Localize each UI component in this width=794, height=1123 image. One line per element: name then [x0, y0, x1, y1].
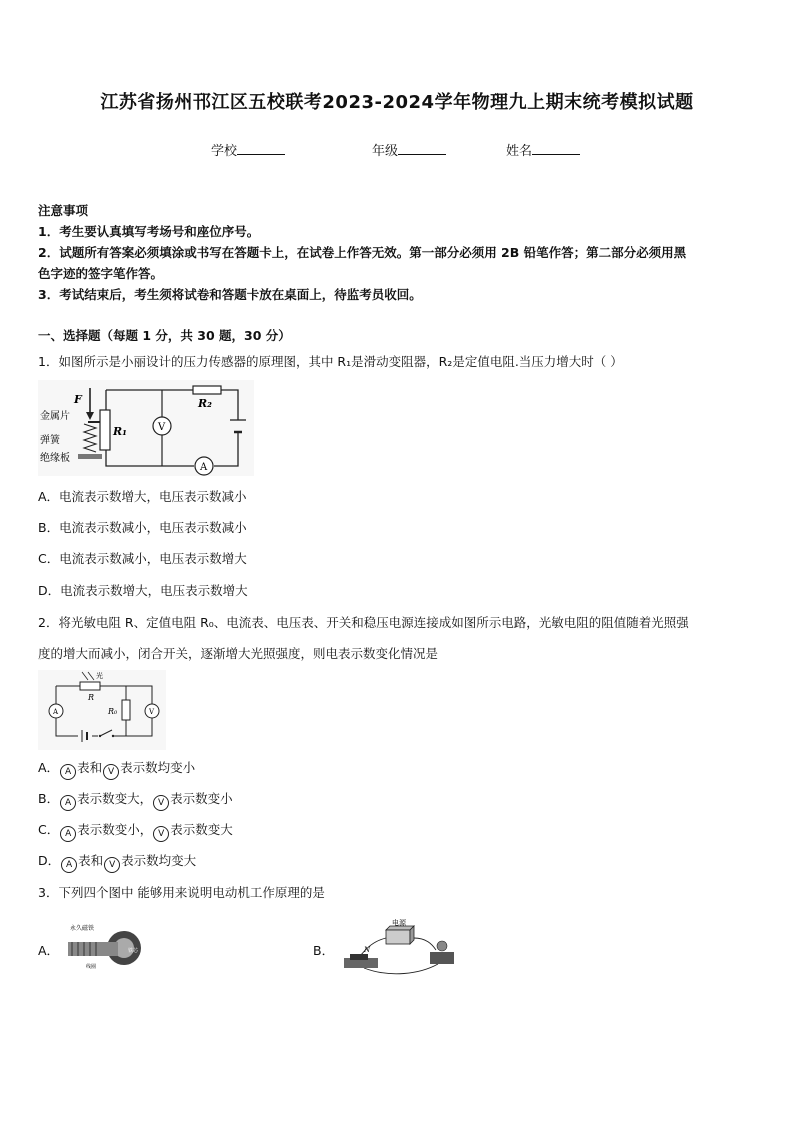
- q3-figure-a: [66, 920, 142, 972]
- option-letter: D．: [38, 853, 61, 868]
- page-title: 江苏省扬州邗江区五校联考2023-2024学年物理九上期末统考模拟试题: [100, 92, 694, 113]
- q2-stem-line1: 2．将光敏电阻 R、定值电阻 R₀、电流表、电压表、开关和稳压电源连接成如图所示电路，光敏电阻的阻值随着光照强: [38, 615, 689, 630]
- q2-option-b[interactable]: [38, 789, 233, 811]
- option-text: 表示数变大: [170, 822, 233, 837]
- q1-circuit-figure: [38, 380, 254, 476]
- voltmeter-symbol-icon: V: [153, 826, 169, 842]
- school-label: 学校: [211, 144, 238, 159]
- grade-blank: [398, 142, 446, 155]
- grade-label: 年级: [372, 144, 399, 159]
- q2-option-c[interactable]: [38, 820, 233, 842]
- voltmeter-label: V: [158, 422, 166, 433]
- name-blank: [532, 142, 580, 155]
- option-text: 表和: [78, 853, 104, 868]
- q2-circuit-figure: [38, 670, 166, 750]
- section-heading: 一、选择题（每题 1 分，共 30 题，30 分）: [38, 328, 291, 343]
- notice-item: 1．考生要认真填写考场号和座位序号。: [38, 224, 260, 239]
- light-label: 光: [96, 672, 103, 680]
- option-letter: A．: [38, 760, 60, 775]
- grade-field: [372, 140, 446, 159]
- notice-item: 3．考试结束后，考生须将试卷和答题卡放在桌面上，待监考员收回。: [38, 287, 422, 302]
- metal-plate-label: 金属片: [40, 411, 70, 422]
- q3-option-b[interactable]: B．: [313, 943, 335, 958]
- name-field: [506, 140, 580, 159]
- r-label: R: [88, 693, 95, 702]
- option-text: 表示数变小，: [77, 822, 153, 837]
- spring-label: 弹簧: [40, 435, 60, 446]
- voltmeter-symbol-icon: V: [153, 795, 169, 811]
- voltmeter-symbol-icon: V: [103, 764, 119, 780]
- q3-figure-b: [340, 916, 468, 978]
- core-label: 铁芯: [128, 948, 139, 954]
- option-text: 表示数均变大: [121, 853, 197, 868]
- ammeter-symbol-icon: A: [60, 764, 76, 780]
- ammeter-label: A: [53, 708, 59, 716]
- force-label: F: [74, 393, 82, 406]
- name-label: 姓名: [506, 144, 533, 159]
- r2-label: R₂: [198, 397, 212, 410]
- notice-heading: 注意事项: [38, 203, 89, 218]
- r0-label: R₀: [108, 707, 118, 716]
- magnet-label: 永久磁铁: [70, 925, 95, 932]
- voltmeter-symbol-icon: V: [104, 857, 120, 873]
- option-letter: C．: [38, 822, 60, 837]
- insulator-label: 绝缘板: [40, 453, 70, 464]
- r1-label: R₁: [113, 425, 127, 438]
- option-text: 表和: [77, 760, 103, 775]
- q2-option-a[interactable]: [38, 758, 195, 780]
- power-box-label: 电源: [392, 919, 406, 927]
- notice-item: 色字迹的签字笔作答。: [38, 266, 164, 281]
- coil-label: 线圈: [86, 964, 97, 970]
- ammeter-symbol-icon: A: [60, 826, 76, 842]
- option-letter: B．: [38, 791, 60, 806]
- option-text: 表示数变大，: [77, 791, 153, 806]
- school-field: [211, 140, 285, 159]
- option-text: 表示数变小: [170, 791, 233, 806]
- ammeter-symbol-icon: A: [60, 795, 76, 811]
- notice-item: 2．试题所有答案必须填涂或书写在答题卡上，在试卷上作答无效。第一部分必须用 2B 铅笔作答；第二部分必须用黑: [38, 245, 687, 260]
- q1-option-a[interactable]: A．电流表示数增大，电压表示数减小: [38, 489, 247, 504]
- q3-option-a[interactable]: A．: [38, 943, 60, 958]
- ammeter-symbol-icon: A: [61, 857, 77, 873]
- q2-stem-line2: 度的增大而减小，闭合开关，逐渐增大光照强度，则电表示数变化情况是: [38, 646, 439, 661]
- q3-stem: 3．下列四个图中 能够用来说明电动机工作原理的是: [38, 885, 325, 900]
- q1-option-c[interactable]: C．电流表示数减小，电压表示数增大: [38, 551, 247, 566]
- q1-option-d[interactable]: D．电流表示数增大，电压表示数增大: [38, 583, 248, 598]
- ammeter-label: A: [200, 462, 208, 473]
- school-blank: [237, 142, 285, 155]
- q1-option-b[interactable]: B．电流表示数减小，电压表示数减小: [38, 520, 247, 535]
- q2-option-d[interactable]: [38, 851, 196, 873]
- voltmeter-label: V: [149, 708, 155, 716]
- north-pole-label: N: [364, 946, 371, 954]
- q1-stem: 1．如图所示是小丽设计的压力传感器的原理图，其中 R₁是滑动变阻器，R₂是定值电阻.当压力增大时（ ）: [38, 354, 623, 369]
- option-text: 表示数均变小: [120, 760, 196, 775]
